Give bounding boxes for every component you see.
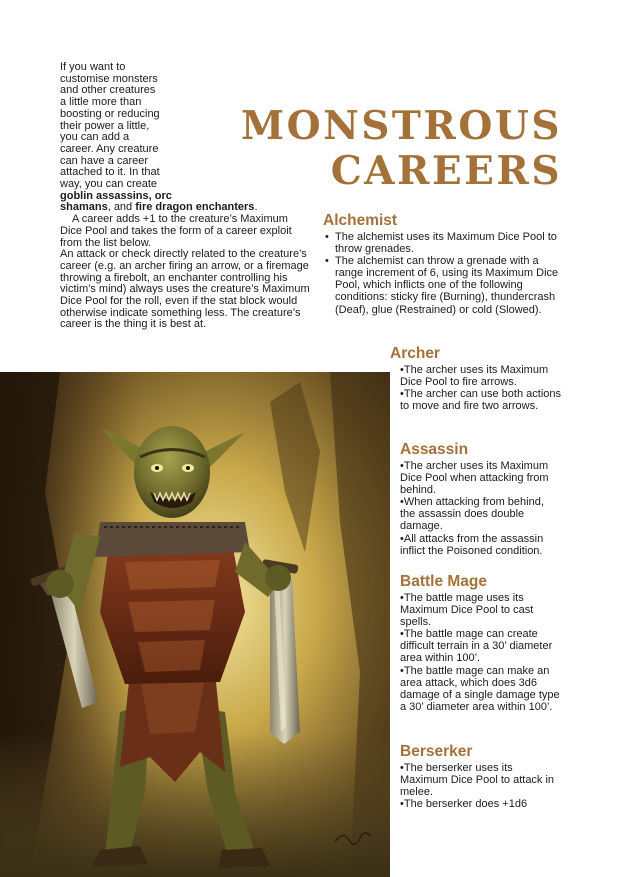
intro-bold-enchanters: fire dragon enchanters	[135, 201, 255, 214]
intro-narrow-column	[60, 62, 172, 202]
career-alchemist	[323, 212, 568, 316]
list-item: • The alchemist uses its Maximum Dice Pool to throw grenades.	[323, 231, 568, 255]
career-heading: Assassin	[400, 441, 469, 458]
intro-bold-examples: goblin assassins, orc	[60, 189, 172, 202]
career-heading: Battle Mage	[400, 573, 487, 590]
career-battle-mage	[400, 573, 562, 713]
career-heading: Berserker	[400, 743, 473, 760]
title-line-2: CAREERS	[330, 148, 562, 195]
intro-period: .	[254, 201, 258, 214]
list-item: •The battle mage can make an area attack, which does 3d6 damage of a single damage type a 30’ diameter area within 100’.	[400, 664, 560, 713]
list-item: • The alchemist can throw a grenade with a range increment of 6, using its Maximum Dice Pool, which inflicts one of the following conditions: sticky fire (Burning), thundercrash (Deaf), glue (Restrained) or cold (Slowed).	[323, 255, 568, 315]
career-list	[400, 592, 562, 713]
list-item: •The battle mage uses its Maximum Dice Pool to cast spells.	[400, 592, 534, 629]
career-list	[400, 762, 560, 810]
intro-text	[60, 62, 310, 331]
intro-line: and other creatures	[60, 84, 156, 97]
list-item: •The archer uses its Maximum Dice Pool to fire arrows.	[400, 364, 549, 389]
goblin-illustration	[0, 372, 390, 877]
career-assassin	[400, 441, 560, 557]
intro-line: attached to it. In that	[60, 166, 160, 179]
intro-line: their power a little,	[60, 119, 150, 132]
list-item: •The archer can use both actions to move and fire two arrows.	[400, 388, 561, 413]
intro-wide-column	[60, 202, 310, 331]
career-archer	[390, 345, 565, 412]
title-line-1: MONSTROUS	[240, 103, 562, 150]
intro-separator: , and	[107, 201, 136, 214]
list-item: •The battle mage can create difficult terrain in a 30’ diameter area within 100’.	[400, 628, 553, 665]
goblin-artwork	[0, 372, 390, 877]
intro-line: career. Any creature	[60, 142, 159, 155]
intro-line: way, you can create	[60, 178, 158, 191]
intro-line: customise monsters	[60, 72, 158, 85]
intro-paragraph-2: A career adds +1 to the creature’s Maximum Dice Pool and takes the form of a career exploit from the list below.	[60, 213, 292, 249]
career-berserker	[400, 743, 560, 810]
career-list	[390, 364, 565, 412]
list-item: •The berserker uses its Maximum Dice Pool to attack in melee.	[400, 762, 555, 799]
list-item: •The archer uses its Maximum Dice Pool when attacking from behind.	[400, 460, 549, 497]
career-heading: Alchemist	[323, 212, 398, 229]
intro-line: boosting or reducing	[60, 107, 160, 120]
career-list	[400, 460, 560, 557]
intro-line: you can add a	[60, 131, 130, 144]
list-item: •All attacks from the assassin inflict the Poisoned condition.	[400, 532, 544, 557]
intro-line: a little more than	[60, 96, 142, 109]
intro-line: If you want to	[60, 61, 126, 73]
intro-bold-shamans: shamans	[60, 201, 108, 214]
intro-paragraph-3: An attack or check directly related to the creature’s career (e.g. an archer firing an arrow, or a firemage throwing a firebolt, an enchanter controlling his victim’s mind) always uses the creature’s Maximum Dice Pool for the roll, even if the stat block would otherwise indicate something less. The creature’s career is the thing it is best at.	[60, 248, 310, 331]
intro-line: can have a career	[60, 154, 149, 167]
career-list	[323, 231, 568, 316]
career-heading: Archer	[390, 345, 440, 362]
list-item: •When attacking from behind, the assassin does double damage.	[400, 496, 544, 533]
list-item: •The berserker does +1d6	[400, 798, 528, 811]
